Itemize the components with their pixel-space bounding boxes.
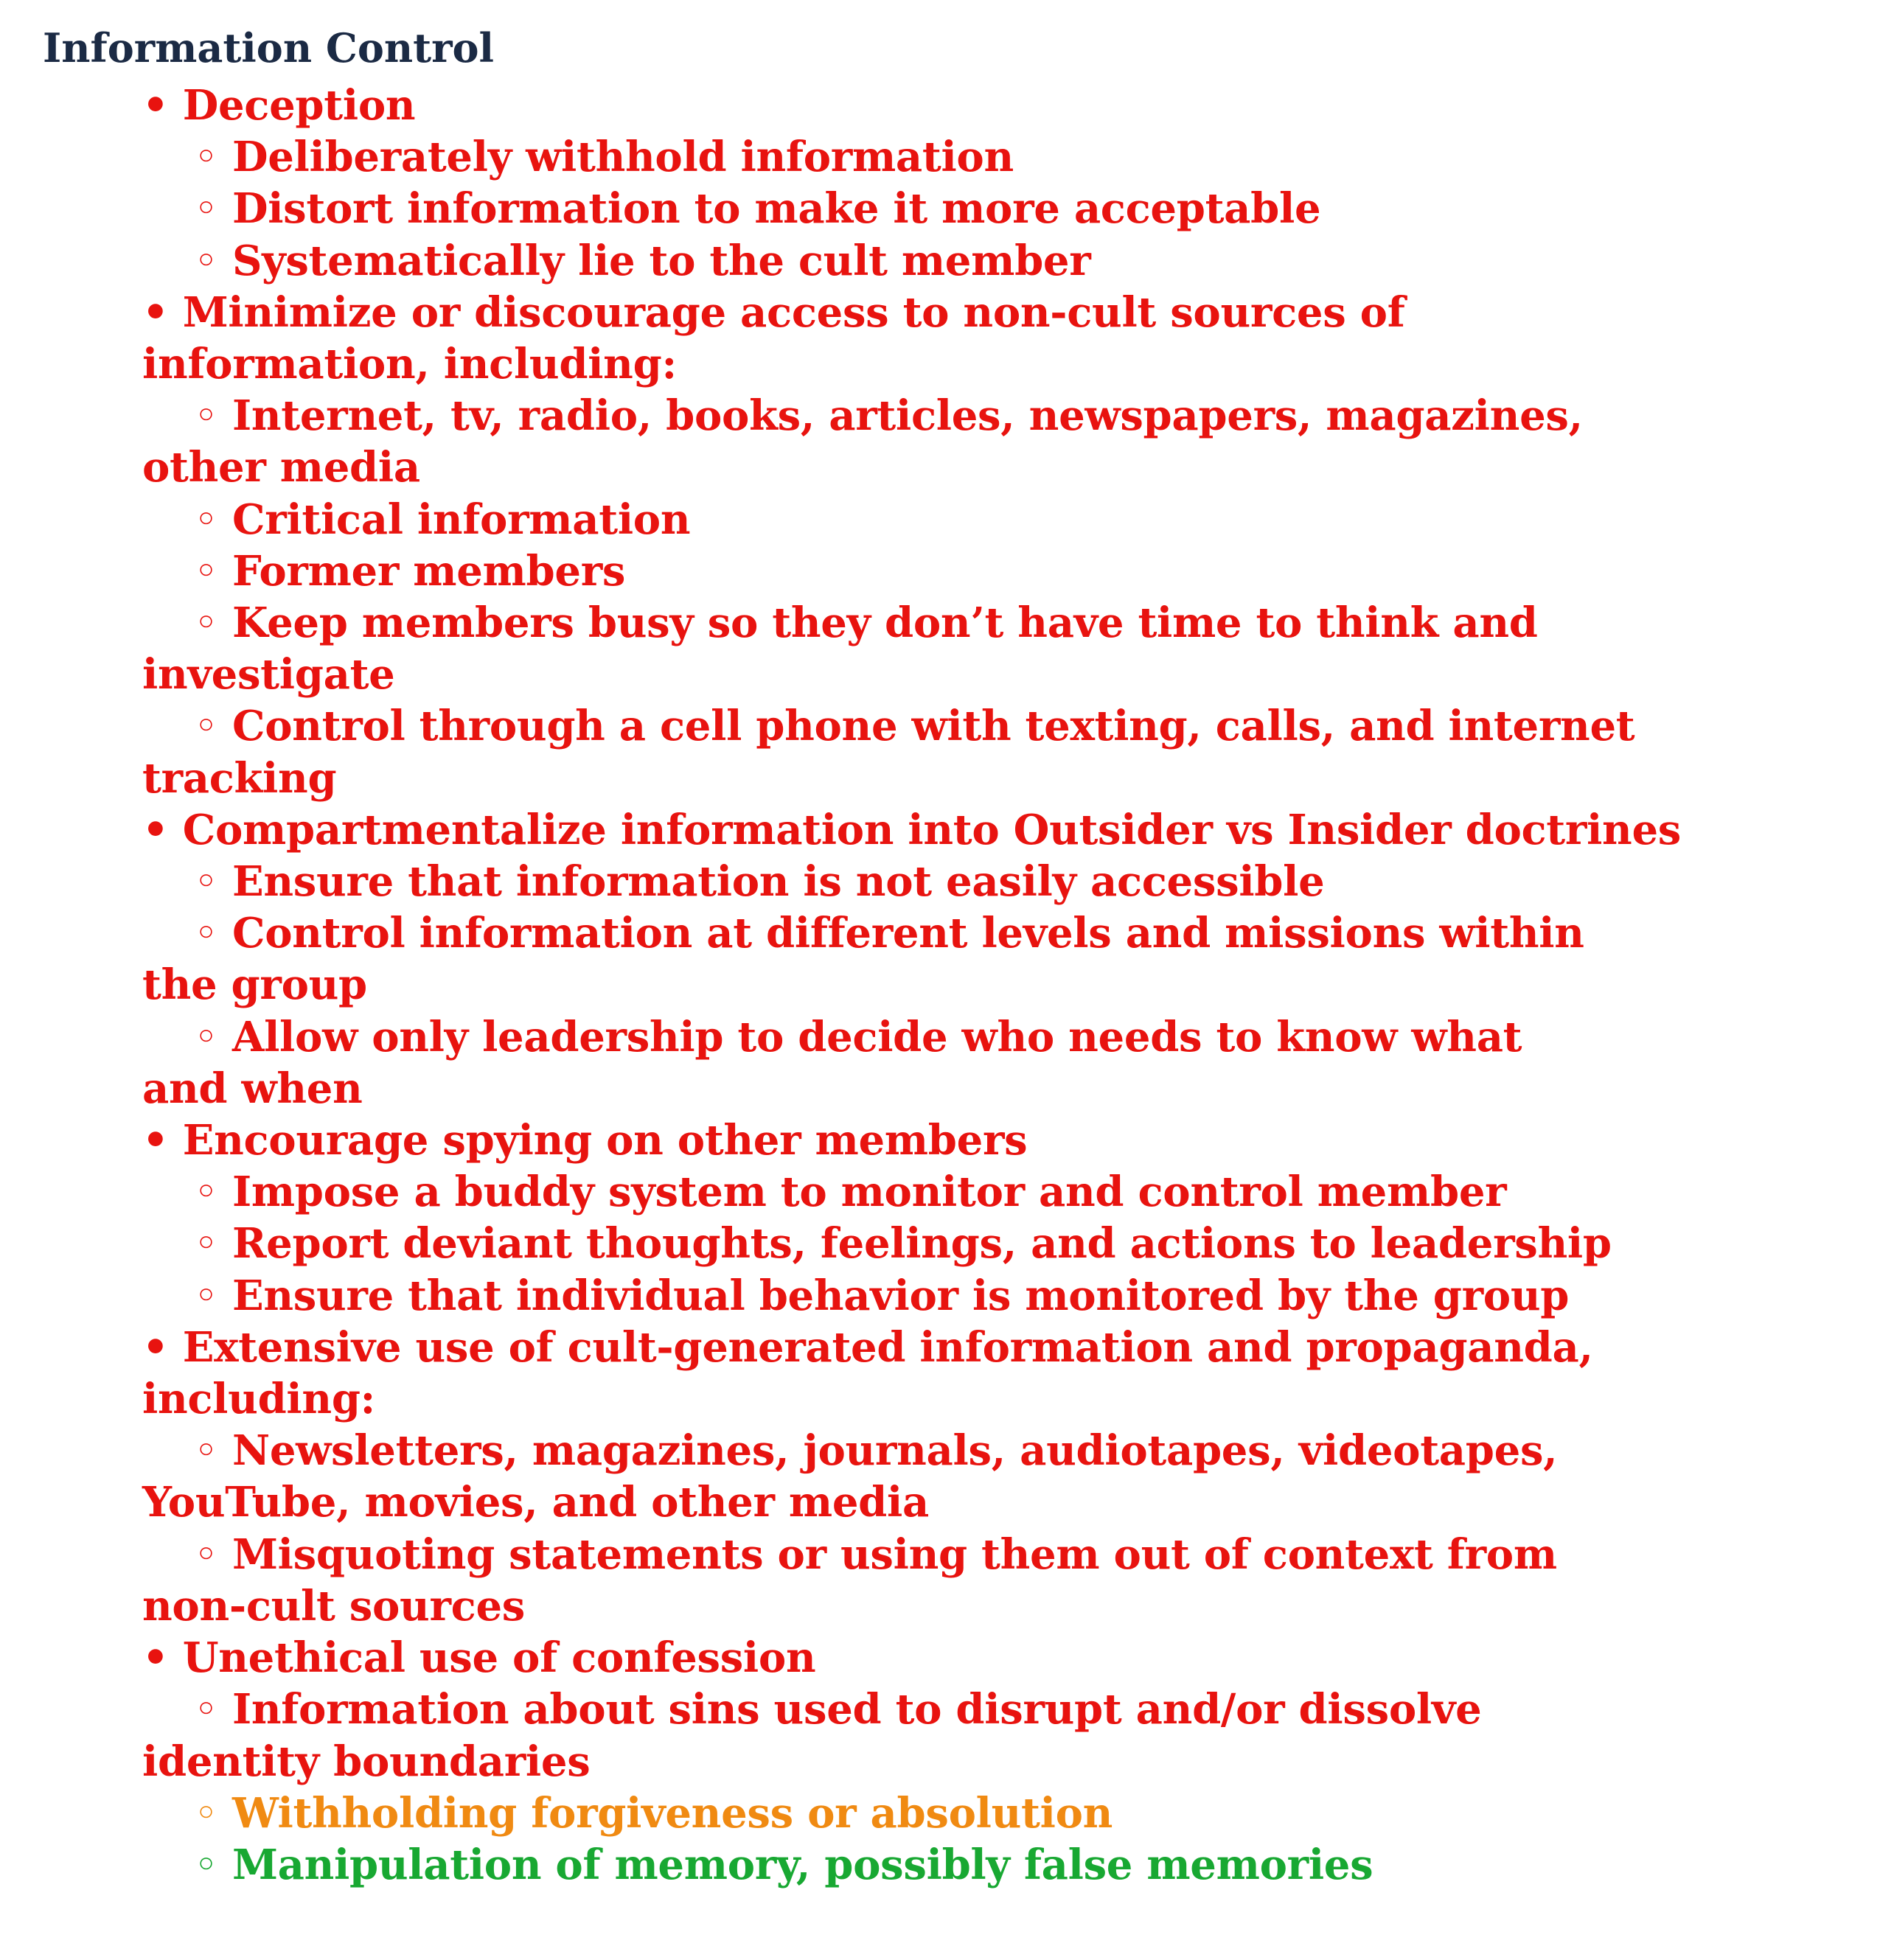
item-text: Extensive use of cult-generated information and propaganda, xyxy=(182,1322,1593,1372)
item-text: Deliberately withhold information xyxy=(231,133,1014,182)
sub-bullet-item xyxy=(43,700,1842,803)
sub-bullet-marker: ◦ xyxy=(194,546,232,596)
sub-bullet-item xyxy=(43,907,1842,1011)
sub-bullet-marker: ◦ xyxy=(194,1271,232,1320)
sub-bullet-item xyxy=(43,1270,1842,1322)
sub-bullet-item xyxy=(43,1788,1842,1839)
sub-bullet-marker: ◦ xyxy=(194,1426,232,1476)
item-text-continuation: non-cult sources xyxy=(142,1581,526,1631)
item-text: Manipulation of memory, possibly false memories xyxy=(231,1840,1374,1889)
bullet-item xyxy=(43,80,1842,131)
sub-bullet-item xyxy=(43,235,1842,287)
sub-bullet-marker: ◦ xyxy=(194,1685,232,1734)
bullet-marker: • xyxy=(142,1633,183,1683)
item-text: Unethical use of confession xyxy=(182,1633,816,1683)
outline-list xyxy=(43,80,1842,1891)
item-text: Systematically lie to the cult member xyxy=(231,236,1091,285)
item-text: Newsletters, magazines, journals, audiotapes, videotapes, xyxy=(231,1426,1558,1476)
sub-bullet-marker: ◦ xyxy=(194,1788,232,1838)
sub-bullet-item xyxy=(43,1166,1842,1218)
item-text-continuation: including: xyxy=(142,1375,376,1424)
sub-bullet-item xyxy=(43,597,1842,700)
sub-bullet-item xyxy=(43,131,1842,183)
bullet-item xyxy=(43,804,1842,856)
item-text-continuation: identity boundaries xyxy=(142,1737,591,1786)
page-title: Information Control xyxy=(43,24,495,72)
item-text: Deception xyxy=(182,81,416,130)
item-text: Distort information to make it more acceptable xyxy=(231,184,1321,234)
sub-bullet-item xyxy=(43,1218,1842,1269)
item-text: Former members xyxy=(231,546,626,596)
sub-bullet-marker: ◦ xyxy=(194,1840,232,1889)
item-text: Withholding forgiveness or absolution xyxy=(231,1788,1113,1838)
bullet-marker: • xyxy=(142,1322,183,1372)
sub-bullet-item xyxy=(43,545,1842,597)
sub-bullet-marker: ◦ xyxy=(194,495,232,544)
item-text: Control information at different levels and missions within xyxy=(231,909,1584,958)
sub-bullet-marker: ◦ xyxy=(194,1168,232,1217)
item-text: Misquoting statements or using them out of context from xyxy=(231,1530,1557,1579)
item-text: Critical information xyxy=(231,495,691,544)
sub-bullet-marker: ◦ xyxy=(194,391,232,441)
item-text: Impose a buddy system to monitor and control member xyxy=(231,1168,1507,1217)
sub-bullet-marker: ◦ xyxy=(194,857,232,907)
item-text: Allow only leadership to decide who needs to know what xyxy=(231,1012,1522,1061)
bullet-item xyxy=(43,1115,1842,1166)
sub-bullet-item xyxy=(43,856,1842,907)
item-text-continuation: and when xyxy=(142,1064,363,1113)
sub-bullet-item xyxy=(43,494,1842,545)
sub-bullet-marker: ◦ xyxy=(194,1012,232,1061)
item-text: Ensure that individual behavior is monitored by the group xyxy=(231,1271,1570,1320)
sub-bullet-marker: ◦ xyxy=(194,236,232,285)
document-page xyxy=(43,16,1842,1891)
item-text: Minimize or discourage access to non-cult sources of xyxy=(182,287,1405,337)
sub-bullet-marker: ◦ xyxy=(194,184,232,234)
item-text-continuation: investigate xyxy=(142,650,395,700)
bullet-item xyxy=(43,1632,1842,1684)
sub-bullet-item xyxy=(43,1529,1842,1632)
sub-bullet-marker: ◦ xyxy=(194,1219,232,1269)
item-text: Ensure that information is not easily accessible xyxy=(231,857,1325,907)
item-text-continuation: the group xyxy=(142,960,367,1010)
bullet-marker: • xyxy=(142,81,183,130)
bullet-marker: • xyxy=(142,1116,183,1165)
item-text: Report deviant thoughts, feelings, and actions to leadership xyxy=(231,1219,1612,1269)
item-text: Internet, tv, radio, books, articles, newspapers, magazines, xyxy=(231,391,1583,441)
sub-bullet-marker: ◦ xyxy=(194,702,232,751)
item-text-continuation: other media xyxy=(142,443,420,492)
item-text-continuation: YouTube, movies, and other media xyxy=(142,1478,929,1527)
sub-bullet-item xyxy=(43,183,1842,234)
sub-bullet-item xyxy=(43,390,1842,493)
item-text-continuation: tracking xyxy=(142,753,337,803)
item-text: Encourage spying on other members xyxy=(182,1116,1028,1165)
bullet-item xyxy=(43,287,1842,390)
bullet-marker: • xyxy=(142,805,183,854)
sub-bullet-item xyxy=(43,1011,1842,1115)
sub-bullet-item xyxy=(43,1684,1842,1787)
item-text-continuation: information, including: xyxy=(142,340,677,389)
sub-bullet-marker: ◦ xyxy=(194,909,232,958)
bullet-marker: • xyxy=(142,287,183,337)
sub-bullet-item xyxy=(43,1425,1842,1528)
item-text: Keep members busy so they don’t have time to think and xyxy=(231,599,1538,648)
sub-bullet-item xyxy=(43,1839,1842,1891)
sub-bullet-marker: ◦ xyxy=(194,133,232,182)
bullet-item xyxy=(43,1322,1842,1425)
item-text: Information about sins used to disrupt and/or dissolve xyxy=(231,1685,1482,1734)
item-text: Control through a cell phone with texting, calls, and internet xyxy=(231,702,1635,751)
sub-bullet-marker: ◦ xyxy=(194,1530,232,1579)
item-text: Compartmentalize information into Outsider vs Insider doctrines xyxy=(182,805,1682,854)
sub-bullet-marker: ◦ xyxy=(194,599,232,648)
